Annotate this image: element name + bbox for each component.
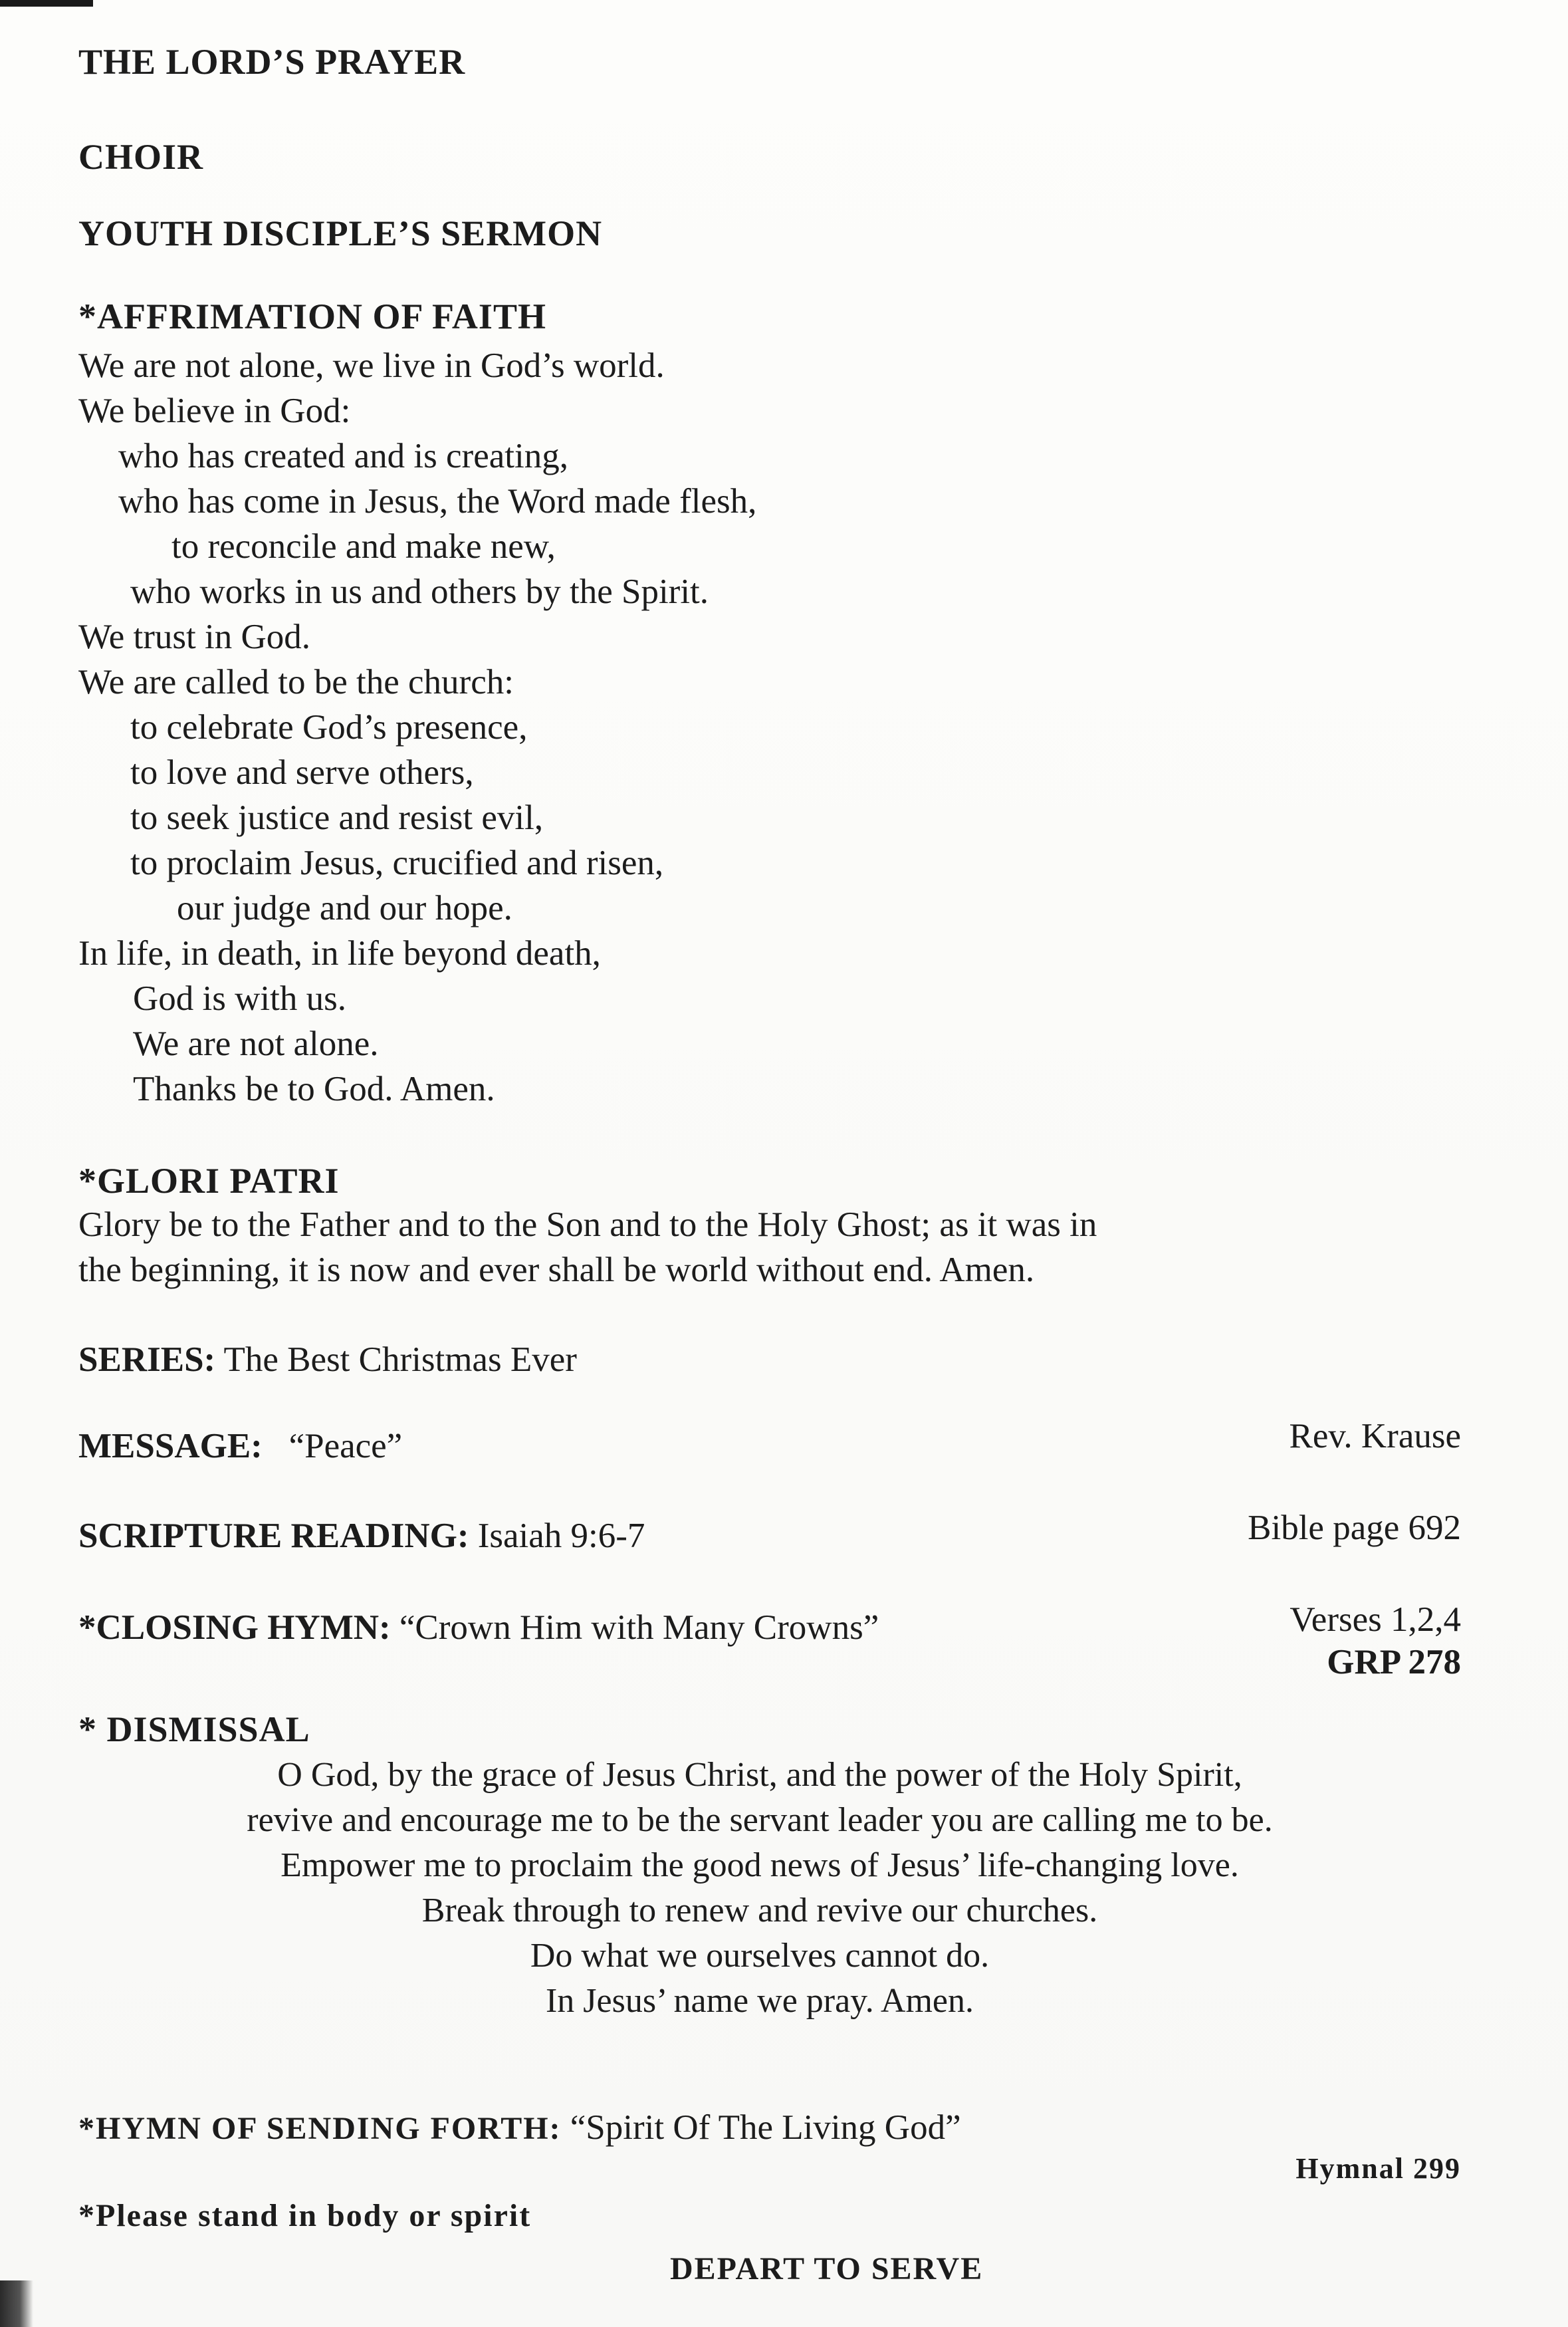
affirmation-line: to proclaim Jesus, crucified and risen, <box>130 844 664 882</box>
affirmation-line: We trust in God. <box>78 618 311 656</box>
sending-hymn-row <box>78 2108 961 2147</box>
closing-hymn-number: GRP 278 <box>1327 1643 1461 1681</box>
sending-hymn-title: “Spirit Of The Living God” <box>570 2108 961 2147</box>
sending-hymn-label: *HYMN OF SENDING FORTH: <box>78 2111 562 2146</box>
heading-choir: CHOIR <box>78 137 204 177</box>
affirmation-line: We are not alone. <box>133 1025 379 1063</box>
heading-dismissal: * DISMISSAL <box>78 1709 310 1749</box>
sending-hymn-number: Hymnal 299 <box>1295 2152 1461 2185</box>
series-value: The Best Christmas Ever <box>223 1340 577 1379</box>
affirmation-line: our judge and our hope. <box>177 889 512 927</box>
stand-note: *Please stand in body or spirit <box>78 2198 532 2233</box>
series-row <box>78 1340 577 1380</box>
affirmation-line: who works in us and others by the Spirit. <box>130 572 709 611</box>
message-label: MESSAGE: <box>78 1427 263 1465</box>
affirmation-line: We are called to be the church: <box>78 663 514 701</box>
message-speaker: Rev. Krause <box>1289 1417 1461 1455</box>
message-value: “Peace” <box>288 1427 403 1465</box>
affirmation-line: who has come in Jesus, the Word made flesh, <box>118 482 757 521</box>
affirmation-line: to reconcile and make new, <box>171 527 556 566</box>
bible-page: Bible page 692 <box>1248 1509 1461 1547</box>
affirmation-line: Thanks be to God. Amen. <box>133 1070 495 1108</box>
heading-affirmation-of-faith: *AFFRIMATION OF FAITH <box>78 297 546 336</box>
dismissal-line: O God, by the grace of Jesus Christ, and the power of the Holy Spirit, <box>277 1756 1242 1794</box>
heading-glori-patri: *GLORI PATRI <box>78 1161 340 1201</box>
depart-to-serve: DEPART TO SERVE <box>670 2251 984 2286</box>
glori-patri-line: the beginning, it is now and ever shall be world without end. Amen. <box>78 1251 1035 1289</box>
closing-hymn-verses: Verses 1,2,4 <box>1289 1600 1461 1639</box>
closing-hymn-label: *CLOSING HYMN: <box>78 1608 391 1647</box>
affirmation-line: We are not alone, we live in God’s world. <box>78 346 665 385</box>
affirmation-line: to seek justice and resist evil, <box>130 798 544 837</box>
dismissal-line: In Jesus’ name we pray. Amen. <box>545 1982 974 2020</box>
affirmation-line: to celebrate God’s presence, <box>130 708 528 747</box>
scripture-row <box>78 1516 645 1556</box>
dismissal-line: Break through to renew and revive our churches. <box>421 1892 1098 1929</box>
scripture-value: Isaiah 9:6-7 <box>477 1517 645 1555</box>
page-edge-shadow-bottom <box>0 2280 33 2327</box>
affirmation-line: who has created and is creating, <box>118 437 568 475</box>
page-edge-shadow <box>0 0 93 7</box>
affirmation-line: God is with us. <box>133 979 346 1018</box>
heading-youth-sermon: YOUTH DISCIPLE’S SERMON <box>78 213 603 253</box>
dismissal-line: revive and encourage me to be the servant leader you are calling me to be. <box>247 1801 1273 1839</box>
affirmation-line: In life, in death, in life beyond death, <box>78 934 601 973</box>
affirmation-line: We believe in God: <box>78 392 351 430</box>
glori-patri-line: Glory be to the Father and to the Son and to the Holy Ghost; as it was in <box>78 1205 1097 1244</box>
affirmation-line: to love and serve others, <box>130 753 474 792</box>
dismissal-line: Empower me to proclaim the good news of Jesus’ life-changing love. <box>280 1846 1239 1884</box>
dismissal-line: Do what we ourselves cannot do. <box>530 1937 990 1975</box>
closing-hymn-row <box>78 1608 879 1648</box>
message-row <box>78 1426 402 1466</box>
series-label: SERIES: <box>78 1340 216 1379</box>
heading-lords-prayer: THE LORD’S PRAYER <box>78 42 466 82</box>
closing-hymn-title: “Crown Him with Many Crowns” <box>399 1608 879 1647</box>
scripture-label: SCRIPTURE READING: <box>78 1517 469 1555</box>
